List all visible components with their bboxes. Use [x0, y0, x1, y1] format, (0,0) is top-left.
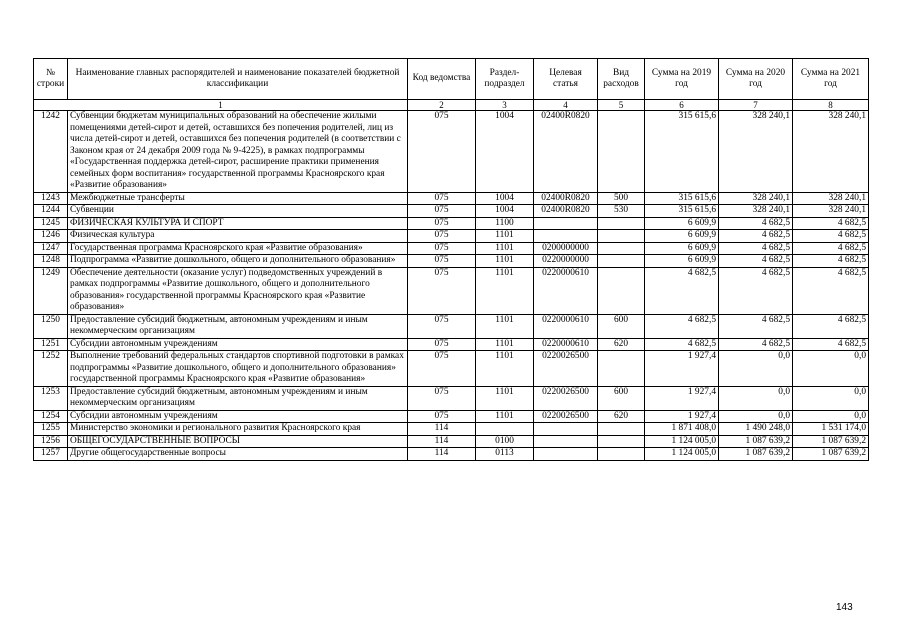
amount-2021-cell: 328 240,1 [793, 205, 869, 218]
expense-kind-cell [598, 230, 645, 243]
table-row [34, 423, 869, 436]
row-number-cell: 1252 [34, 351, 68, 387]
amount-2021-cell: 4 682,5 [793, 338, 869, 351]
row-name-cell: Физическая культура [68, 230, 408, 243]
amount-2020-cell: 1 490 248,0 [719, 423, 793, 436]
section-code-cell: 0113 [476, 448, 534, 461]
amount-2021-cell: 4 682,5 [793, 230, 869, 243]
row-number-cell: 1247 [34, 242, 68, 255]
amount-2019-cell: 315 615,6 [645, 205, 719, 218]
dept-code-cell: 075 [408, 351, 476, 387]
column-number: 8 [793, 100, 869, 111]
amount-2021-cell: 4 682,5 [793, 217, 869, 230]
header-section: Раздел-подраздел [476, 59, 534, 100]
dept-code-cell: 075 [408, 217, 476, 230]
target-article-cell: 0220000610 [534, 267, 598, 314]
amount-2020-cell: 4 682,5 [719, 230, 793, 243]
table-row [34, 111, 869, 193]
header-dept: Код ведомства [408, 59, 476, 100]
table-row [34, 448, 869, 461]
amount-2019-cell: 6 609,9 [645, 242, 719, 255]
section-code-cell: 1100 [476, 217, 534, 230]
row-number-cell: 1245 [34, 217, 68, 230]
amount-2021-cell: 1 087 639,2 [793, 448, 869, 461]
expense-kind-cell [598, 435, 645, 448]
amount-2020-cell: 1 087 639,2 [719, 435, 793, 448]
dept-code-cell: 075 [408, 230, 476, 243]
amount-2021-cell: 328 240,1 [793, 192, 869, 205]
amount-2021-cell: 4 682,5 [793, 242, 869, 255]
row-name-cell: Предоставление субсидий бюджетным, автономным учреждениям и иным некоммерческим организациям [68, 314, 408, 338]
row-name-cell: ОБЩЕГОСУДАРСТВЕННЫЕ ВОПРОСЫ [68, 435, 408, 448]
target-article-cell: 0220026500 [534, 410, 598, 423]
row-number-cell: 1255 [34, 423, 68, 436]
row-name-cell: Субсидии автономным учреждениям [68, 410, 408, 423]
dept-code-cell: 075 [408, 386, 476, 410]
row-name-cell: Государственная программа Красноярского края «Развитие образования» [68, 242, 408, 255]
amount-2019-cell: 1 927,4 [645, 351, 719, 387]
column-number: 6 [645, 100, 719, 111]
dept-code-cell: 075 [408, 314, 476, 338]
column-number: 4 [534, 100, 598, 111]
table-header [34, 59, 869, 111]
target-article-cell: 0220000000 [534, 255, 598, 268]
expense-kind-cell [598, 111, 645, 193]
section-code-cell [476, 423, 534, 436]
amount-2019-cell: 1 927,4 [645, 386, 719, 410]
amount-2020-cell: 4 682,5 [719, 255, 793, 268]
dept-code-cell: 075 [408, 410, 476, 423]
expense-kind-cell: 530 [598, 205, 645, 218]
table-row [34, 192, 869, 205]
header-2020: Сумма на 2020 год [719, 59, 793, 100]
section-code-cell: 1101 [476, 242, 534, 255]
amount-2021-cell: 0,0 [793, 410, 869, 423]
row-number-cell: 1254 [34, 410, 68, 423]
target-article-cell [534, 230, 598, 243]
dept-code-cell: 114 [408, 448, 476, 461]
table-row [34, 410, 869, 423]
target-article-cell: 0220000610 [534, 314, 598, 338]
amount-2020-cell: 328 240,1 [719, 111, 793, 193]
dept-code-cell: 075 [408, 111, 476, 193]
column-number: 2 [408, 100, 476, 111]
target-article-cell [534, 423, 598, 436]
row-name-cell: Субвенции [68, 205, 408, 218]
amount-2019-cell: 315 615,6 [645, 111, 719, 193]
page-number: 143 [836, 602, 853, 613]
row-number-cell: 1250 [34, 314, 68, 338]
header-2021: Сумма на 2021 год [793, 59, 869, 100]
section-code-cell: 1101 [476, 314, 534, 338]
expense-kind-cell: 600 [598, 386, 645, 410]
dept-code-cell: 075 [408, 205, 476, 218]
target-article-cell: 02400R0820 [534, 192, 598, 205]
amount-2020-cell: 0,0 [719, 386, 793, 410]
dept-code-cell: 075 [408, 267, 476, 314]
row-name-cell: Субсидии автономным учреждениям [68, 338, 408, 351]
amount-2020-cell: 4 682,5 [719, 242, 793, 255]
target-article-cell [534, 435, 598, 448]
amount-2019-cell: 315 615,6 [645, 192, 719, 205]
amount-2020-cell: 328 240,1 [719, 192, 793, 205]
table-body [34, 111, 869, 461]
amount-2019-cell: 4 682,5 [645, 314, 719, 338]
amount-2019-cell: 4 682,5 [645, 267, 719, 314]
amount-2020-cell: 328 240,1 [719, 205, 793, 218]
row-number-cell: 1257 [34, 448, 68, 461]
target-article-cell: 0200000000 [534, 242, 598, 255]
target-article-cell: 02400R0820 [534, 205, 598, 218]
row-name-cell: Межбюджетные трансферты [68, 192, 408, 205]
expense-kind-cell [598, 448, 645, 461]
row-name-cell: Подпрограмма «Развитие дошкольного, общего и дополнительного образования» [68, 255, 408, 268]
amount-2021-cell: 1 531 174,0 [793, 423, 869, 436]
section-code-cell: 1101 [476, 230, 534, 243]
target-article-cell: 0220000610 [534, 338, 598, 351]
row-name-cell: Субвенции бюджетам муниципальных образований на обеспечение жилыми помещениями детей-сирот и детей, оставшихся без попечения родителей, лиц из числа детей-сирот и детей, оставшихся без попечения родителей (в соответствии с Законом края от 24 декабря 2009 года № 9-4225), в рамках подпрограммы «Государственная поддержка детей-сирот, расширение практики применения семейных форм воспитания» государственной программы Красноярского края «Развитие образования» [68, 111, 408, 193]
row-number-cell: 1246 [34, 230, 68, 243]
expense-kind-cell [598, 255, 645, 268]
section-code-cell: 1101 [476, 338, 534, 351]
expense-kind-cell [598, 267, 645, 314]
table-row [34, 255, 869, 268]
header-row-no: № строки [34, 59, 68, 100]
dept-code-cell: 075 [408, 242, 476, 255]
row-name-cell: Обеспечение деятельности (оказание услуг) подведомственных учреждений в рамках подпрограммы «Развитие дошкольного, общего и дополнительного образования» государственной программы Красноярского края «Развитие образования» [68, 267, 408, 314]
row-name-cell: Предоставление субсидий бюджетным, автономным учреждениям и иным некоммерческим организациям [68, 386, 408, 410]
table-row [34, 230, 869, 243]
row-number-cell: 1243 [34, 192, 68, 205]
amount-2021-cell: 1 087 639,2 [793, 435, 869, 448]
row-name-cell: ФИЗИЧЕСКАЯ КУЛЬТУРА И СПОРТ [68, 217, 408, 230]
row-number-cell: 1249 [34, 267, 68, 314]
row-number-cell: 1248 [34, 255, 68, 268]
amount-2019-cell: 1 124 005,0 [645, 435, 719, 448]
amount-2020-cell: 0,0 [719, 351, 793, 387]
section-code-cell: 1101 [476, 255, 534, 268]
expense-kind-cell [598, 351, 645, 387]
column-number: 1 [34, 100, 408, 111]
amount-2019-cell: 1 927,4 [645, 410, 719, 423]
expense-kind-cell [598, 242, 645, 255]
row-name-cell: Министерство экономики и регионального развития Красноярского края [68, 423, 408, 436]
section-code-cell: 1101 [476, 351, 534, 387]
table-row [34, 314, 869, 338]
amount-2019-cell: 1 871 408,0 [645, 423, 719, 436]
row-number-cell: 1253 [34, 386, 68, 410]
amount-2021-cell: 0,0 [793, 386, 869, 410]
table-row [34, 267, 869, 314]
header-name: Наименование главных распорядителей и наименование показателей бюджетной классификации [68, 59, 408, 100]
table-row [34, 351, 869, 387]
dept-code-cell: 114 [408, 435, 476, 448]
section-code-cell: 1101 [476, 267, 534, 314]
amount-2021-cell: 0,0 [793, 351, 869, 387]
amount-2019-cell: 4 682,5 [645, 338, 719, 351]
amount-2020-cell: 4 682,5 [719, 267, 793, 314]
section-code-cell: 1101 [476, 386, 534, 410]
budget-table [33, 58, 869, 461]
amount-2020-cell: 4 682,5 [719, 338, 793, 351]
target-article-cell: 0220026500 [534, 386, 598, 410]
row-number-cell: 1251 [34, 338, 68, 351]
row-name-cell: Выполнение требований федеральных стандартов спортивной подготовки в рамках подпрограммы «Развитие дошкольного, общего и дополнительного образования» государственной программы Красноярского края «Развитие образования» [68, 351, 408, 387]
header-2019: Сумма на 2019 год [645, 59, 719, 100]
target-article-cell [534, 448, 598, 461]
table-row [34, 338, 869, 351]
amount-2021-cell: 4 682,5 [793, 314, 869, 338]
row-number-cell: 1242 [34, 111, 68, 193]
table-row [34, 205, 869, 218]
row-number-cell: 1244 [34, 205, 68, 218]
expense-kind-cell: 500 [598, 192, 645, 205]
table-row [34, 217, 869, 230]
dept-code-cell: 114 [408, 423, 476, 436]
table-row [34, 386, 869, 410]
column-number: 7 [719, 100, 793, 111]
target-article-cell: 0220026500 [534, 351, 598, 387]
dept-code-cell: 075 [408, 192, 476, 205]
table-row [34, 435, 869, 448]
column-number: 3 [476, 100, 534, 111]
target-article-cell: 02400R0820 [534, 111, 598, 193]
target-article-cell [534, 217, 598, 230]
dept-code-cell: 075 [408, 255, 476, 268]
row-number-cell: 1256 [34, 435, 68, 448]
amount-2020-cell: 4 682,5 [719, 314, 793, 338]
section-code-cell: 0100 [476, 435, 534, 448]
section-code-cell: 1101 [476, 410, 534, 423]
amount-2021-cell: 4 682,5 [793, 267, 869, 314]
column-number: 5 [598, 100, 645, 111]
amount-2019-cell: 6 609,9 [645, 255, 719, 268]
expense-kind-cell: 620 [598, 338, 645, 351]
amount-2019-cell: 6 609,9 [645, 217, 719, 230]
amount-2020-cell: 4 682,5 [719, 217, 793, 230]
amount-2020-cell: 1 087 639,2 [719, 448, 793, 461]
row-name-cell: Другие общегосударственные вопросы [68, 448, 408, 461]
column-numbers-row [34, 100, 869, 111]
header-kind: Вид расходов [598, 59, 645, 100]
section-code-cell: 1004 [476, 111, 534, 193]
amount-2021-cell: 328 240,1 [793, 111, 869, 193]
table-row [34, 242, 869, 255]
dept-code-cell: 075 [408, 338, 476, 351]
section-code-cell: 1004 [476, 205, 534, 218]
expense-kind-cell: 600 [598, 314, 645, 338]
expense-kind-cell: 620 [598, 410, 645, 423]
expense-kind-cell [598, 423, 645, 436]
header-target: Целевая статья [534, 59, 598, 100]
amount-2021-cell: 4 682,5 [793, 255, 869, 268]
amount-2019-cell: 1 124 005,0 [645, 448, 719, 461]
amount-2020-cell: 0,0 [719, 410, 793, 423]
amount-2019-cell: 6 609,9 [645, 230, 719, 243]
expense-kind-cell [598, 217, 645, 230]
section-code-cell: 1004 [476, 192, 534, 205]
